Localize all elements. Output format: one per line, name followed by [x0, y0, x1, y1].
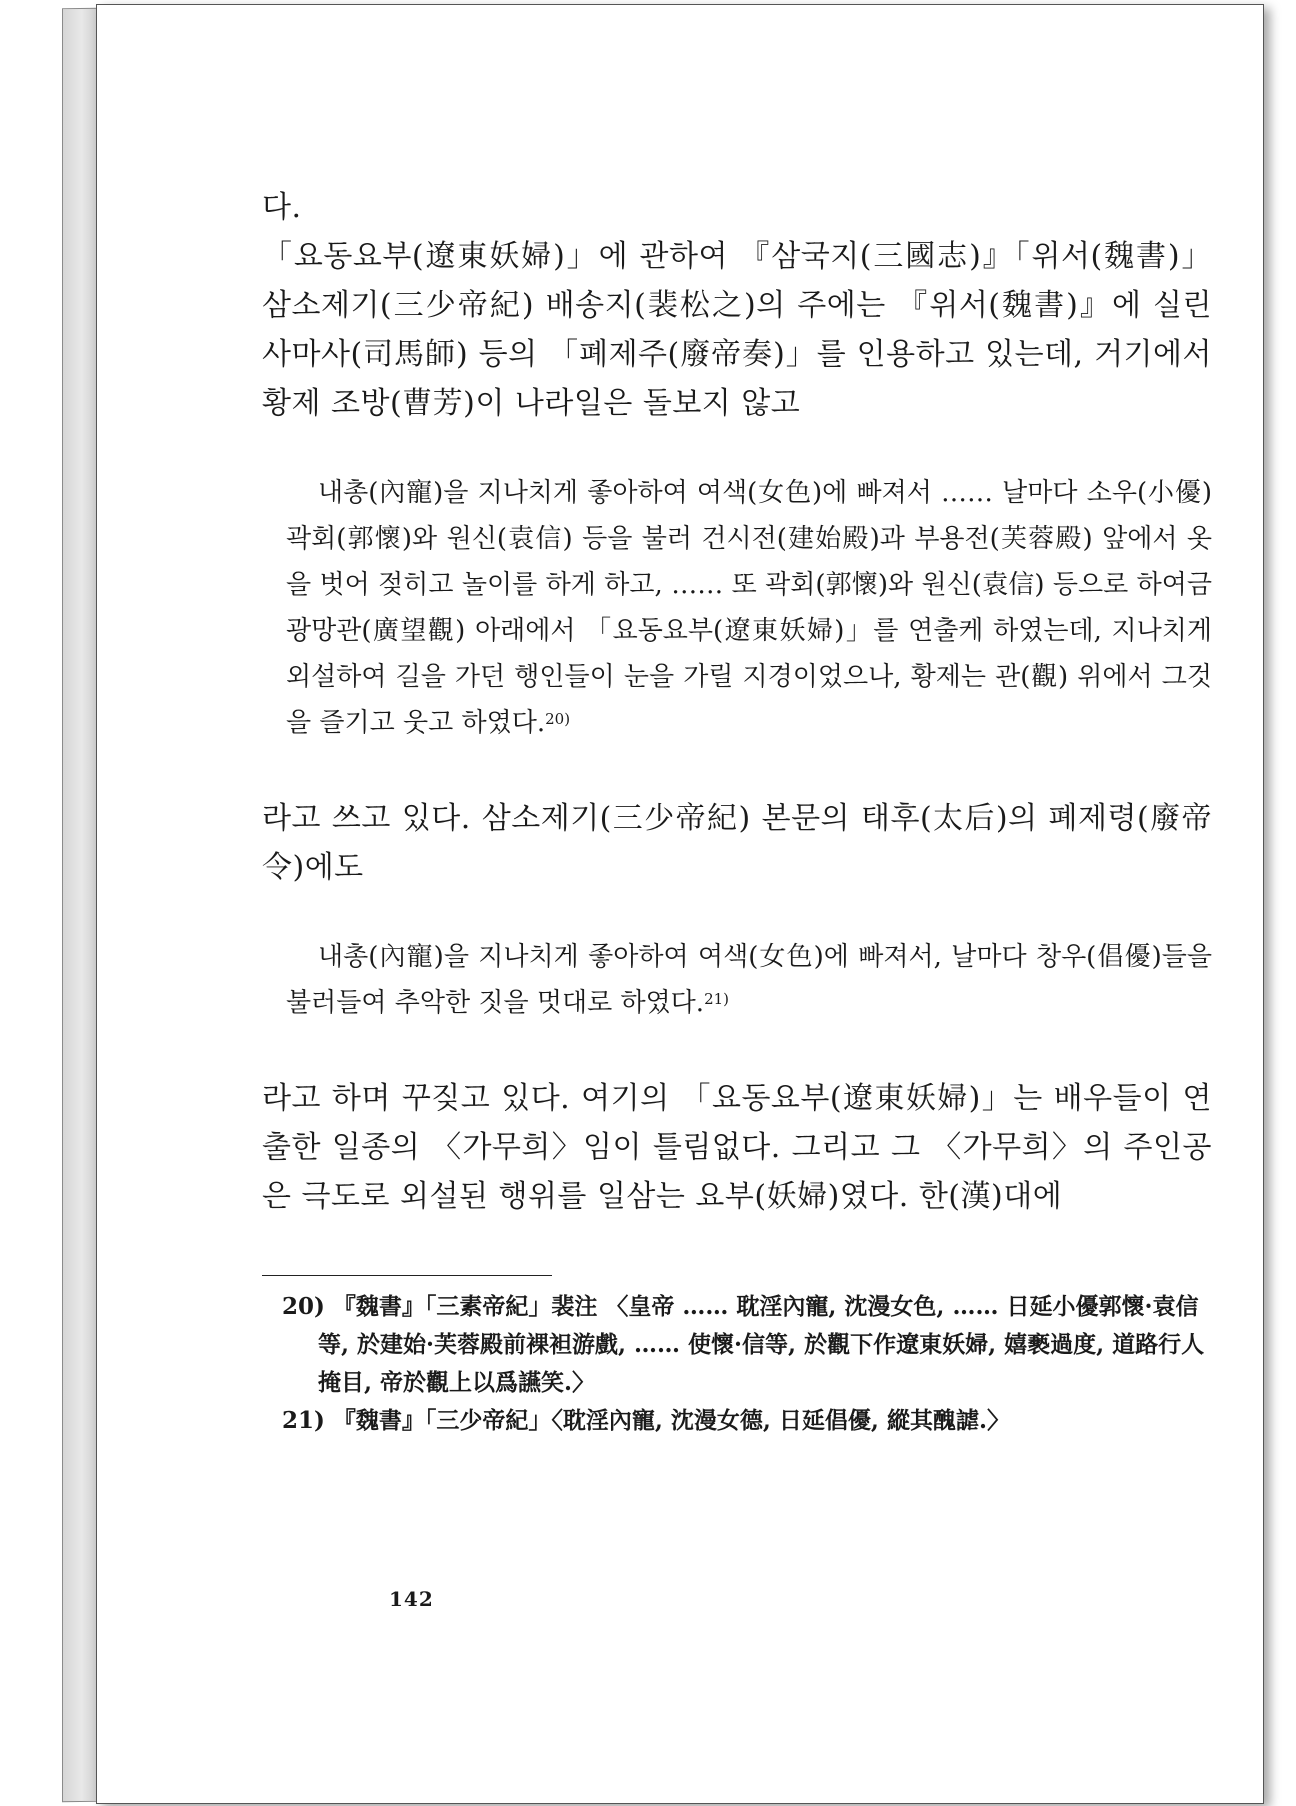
book-page: [96, 4, 1264, 1804]
block-quote-1: [286, 470, 1212, 746]
footnote-divider: [262, 1275, 552, 1276]
body-paragraph-2: 라고 쓰고 있다. 삼소제기(三少帝紀) 본문의 태후(太后)의 폐제령(廢帝令)에도: [262, 801, 1212, 885]
body-paragraph-1: 「요동요부(遼東妖婦)」에 관하여 『삼국지(三國志)』「위서(魏書)」 삼소제기(三少帝紀) 배송지(裴松之)의 주에는 『위서(魏書)』에 실린 사마사(司馬師) 등의 「폐제주(廢帝奏)」를 인용하고 있는데, 거기에서 황제 조방(曹芳)이 나라일은 돌보지 않고: [262, 239, 1212, 421]
block-quote-2-text: 내총(內寵)을 지나치게 좋아하여 여색(女色)에 빠져서, 날마다 창우(倡優)들을 불러들여 추악한 짓을 멋대로 하였다.: [286, 942, 1212, 1018]
block-quote-2: [286, 934, 1212, 1026]
footnote-ref-20: 20): [545, 710, 571, 728]
continued-text: 다.: [262, 190, 302, 225]
footnote-21: 21) 『魏書』「三少帝紀」〈耽淫內寵, 沈漫女德, 日延倡優, 縱其醜謔.〉: [282, 1407, 1010, 1434]
book-page-edge: [62, 8, 98, 1802]
block-quote-1-text: 내총(內寵)을 지나치게 좋아하여 여색(女色)에 빠져서 …… 날마다 소우(小優) 곽회(郭懷)와 원신(袁信) 등을 불러 건시전(建始殿)과 부용전(芙蓉殿) 앞에서 옷을 벗어 젖히고 놀이를 하게 하고, …… 또 곽회(郭懷)와 원신(袁信) 등으로 하여금 광망관(廣望觀) 아래에서 「요동요부(遼東妖婦)」를 연출케 하였는데, 지나치게 외설하여 길을 가던 행인들이 눈을 가릴 지경이었으나, 황제는 관(觀) 위에서 그것을 즐기고 웃고 하였다.: [286, 478, 1212, 738]
body-paragraph-3: 라고 하며 꾸짖고 있다. 여기의 「요동요부(遼東妖婦)」는 배우들이 연출한 일종의 〈가무희〉임이 틀림없다. 그리고 그 〈가무희〉의 주인공은 극도로 외설된 행위를 일삼는 요부(妖婦)였다. 한(漢)대에: [262, 1081, 1212, 1214]
page-number: 142: [389, 1587, 434, 1611]
page-content: [262, 183, 1212, 1440]
footnote-20: 20) 『魏書』「三素帝紀」裴注 〈皇帝 …… 耽淫內寵, 沈漫女色, …… 日延小優郭懷·袁信等, 於建始·芙蓉殿前裸袒游戲, …… 使懷·信等, 於觀下作遼東妖婦, 嬉褻過度, 道路行人掩目, 帝於觀上以爲讌笑.〉: [282, 1293, 1205, 1396]
footnote-ref-21: 21): [704, 990, 730, 1008]
